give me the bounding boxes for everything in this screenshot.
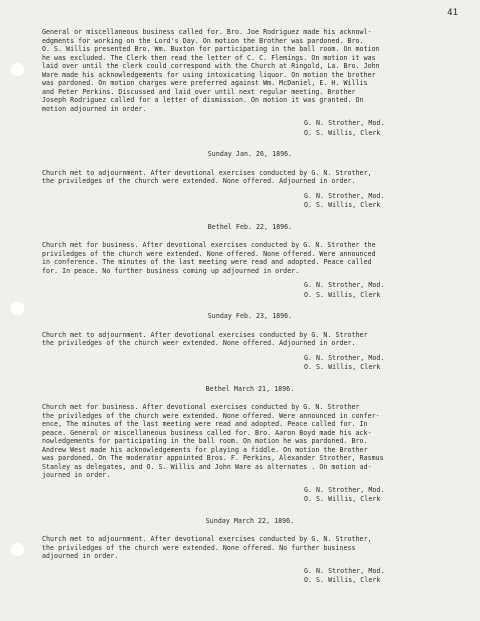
punch-hole [10, 62, 25, 77]
entry [42, 28, 458, 138]
entry [42, 517, 458, 586]
entry-heading: Sunday Feb. 23, 1896. [207, 312, 293, 320]
page-number: 41 [447, 8, 458, 18]
entry-signature: G. N. Strother, Mod. O. S. Willis, Clerk [304, 353, 385, 371]
entry-body: General or miscellaneous business called for. Bro. Joe Rodriguez made his acknowl- edgments for working on the Lord's Day. On motion the Brother was pardoned. Bro. O. S. Willis presented Bro. Wm. Buxton for participating in the ball room. On motion he was excluded. The Clerk then read the letter of C. C. Flemings. On motion it was laid over until the clerk could correspond with the Church at Ringold, La. Bro. John Ware made his acknowledgements for using intoxicating liquor. On motion the brother was pardoned. On motion charges were preferred against Wm. McDaniel, E. H. Willis and Peter Perkins. Discussed and laid over until next regular meeting. Brother Joseph Rodriguez called for a letter of dismission. On motion it was granted. On motion adjourned in order. [42, 28, 380, 113]
punch-hole [10, 301, 25, 316]
punch-hole [10, 542, 25, 557]
entry [42, 223, 458, 301]
entry [42, 385, 458, 505]
entry-heading: Sunday March 22, 1896. [205, 516, 295, 525]
entry-body: Church met to adjournment. After devotional exercises conducted by G. N. Strother, the priviledges of the church were extended. None offered. No further business adjourned in order. [42, 535, 372, 560]
minutes-body [42, 28, 458, 586]
entry-signature: G. N. Strother, Mod. O. S. Willis, Clerk [304, 191, 385, 209]
entry-signature: G. N. Strother, Mod. O. S. Willis, Clerk [304, 566, 385, 584]
entry-heading: Bethel Feb. 22, 1896. [207, 222, 293, 231]
entry-heading: Bethel March 21, 1896. [205, 384, 295, 393]
entry [42, 150, 458, 211]
entry-signature: G. N. Strother, Mod. O. S. Willis, Clerk [304, 119, 385, 137]
entry-body: Church met to adjournment. After devotional exercises conducted by G. N. Strother, the priviledges of the church were extended. None offered. Adjourned in order. [42, 168, 372, 185]
entry-body: Church met for business. After devotional exercises conducted by G. N. Strother the priviledges of the church were extended. None offered. None offered. Were announced in conference. The minutes of the last meeting were read and adopted. Peace called for. In peace. No further business coming up adjourned in order. [42, 241, 376, 275]
entry-heading: Sunday Jan. 26, 1896. [207, 150, 293, 158]
entry-signature: G. N. Strother, Mod. O. S. Willis, Clerk [304, 281, 385, 299]
entry [42, 312, 458, 373]
entry-signature: G. N. Strother, Mod. O. S. Willis, Clerk [304, 485, 385, 503]
entry-body: Church met for business. After devotional exercises conducted by G. N. Strother the priviledges of the church were extended. None offered. Were announced in confer- ence, The minutes of the last meeting were read and adopted. Peace called for. In peace. General or miscellaneous business called for. Bro. Aaron Boyd made his ack- nowledgements for participating in the ball room. On motion he was pardoned. Bro. Andrew West made his acknowledgements for playing a fiddle. On motion the Brother was pardoned. On The moderator appointed Bros. F. Perkins, Alexander Strother, Rasmus Stanley as delegates, and O. S. Willis and John Ware as alternates . On motion ad- journed in order. [42, 403, 384, 479]
entry-body: Church met to adjournment. After devotional exercises conducted by G. N. Strother the priviledges of the church weer extended. None offered. Adjourned in order. [42, 330, 368, 347]
